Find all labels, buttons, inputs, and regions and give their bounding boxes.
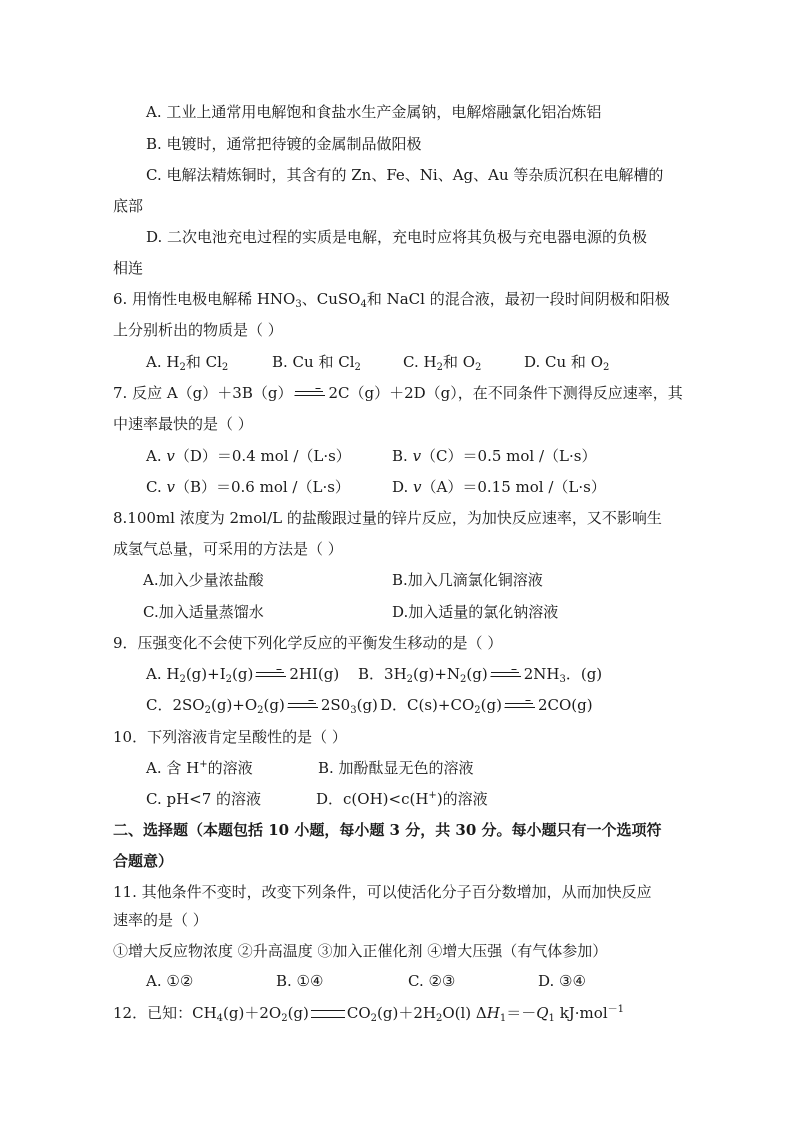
q8-option-d: D.加入适量的氯化钠溶液 bbox=[392, 603, 559, 621]
q11-stem-line2: 速率的是（ ） bbox=[113, 911, 208, 929]
section-heading-line2: 合题意） bbox=[113, 852, 174, 870]
q5-option-d-line1: D. 二次电池充电过程的实质是电解，充电时应将其负极与充电器电源的负极 bbox=[146, 228, 648, 246]
q6-option-c: C. $H_2$和 $O_2$ bbox=[403, 353, 482, 373]
equilibrium-arrow-icon bbox=[505, 700, 535, 712]
q9-option-a: A. $H_2(g)+I_2(g)$ 2HI(g) bbox=[146, 665, 340, 685]
q8-option-c: C.加入适量蒸馏水 bbox=[143, 603, 264, 621]
q6-stem-line1: 6. 用惰性电极电解稀 $HNO_3$、CuSO$_4$和 NaCl 的混合液，最初一段时间阴极和阳极 bbox=[113, 290, 670, 310]
q6-stem-line2: 上分别析出的物质是（ ） bbox=[113, 321, 283, 339]
equilibrium-arrow-icon bbox=[295, 388, 325, 400]
q5-option-a: A. 工业上通常用电解饱和食盐水生产金属钠，电解熔融氯化铝冶炼铝 bbox=[146, 103, 602, 121]
equilibrium-arrow-icon bbox=[288, 700, 318, 712]
equals-bar-icon bbox=[311, 1010, 345, 1018]
section-heading-line1: 二、选择题（本题包括 10 小题，每小题 3 分，共 30 分。每小题只有一个选项符 bbox=[113, 821, 662, 839]
q10-option-d: D．c(OH)<c(H+)的溶液 bbox=[316, 790, 488, 808]
q9-option-d: D．$C(s)+CO_2(g)$ 2CO(g) bbox=[380, 696, 593, 716]
q7-option-c: C. v（B）＝0.6 mol /（L·s） bbox=[146, 478, 350, 496]
q11-option-d: D. ③④ bbox=[538, 972, 586, 990]
q11-option-a: A. ①② bbox=[146, 972, 194, 990]
q10-option-c: C. pH<7 的溶液 bbox=[146, 790, 262, 808]
q10-stem: 10．下列溶液肯定呈酸性的是（ ） bbox=[113, 728, 347, 746]
q9-stem: 9．压强变化不会使下列化学反应的平衡发生移动的是（ ） bbox=[113, 634, 503, 652]
q6-option-b: B. Cu 和 $Cl_2$ bbox=[272, 353, 361, 373]
q11-stem-line1: 11. 其他条件不变时，改变下列条件，可以使活化分子百分数增加，从而加快反应 bbox=[113, 883, 652, 901]
q5-option-d-line2: 相连 bbox=[113, 259, 144, 277]
q8-stem-line2: 成氢气总量，可采用的方法是（ ） bbox=[113, 540, 343, 558]
q7-option-b: B. v（C）＝0.5 mol /（L·s） bbox=[392, 447, 597, 465]
q6-option-a: A. $H_2$和 $Cl_2$ bbox=[146, 353, 229, 373]
q6-option-d: D. Cu 和 $O_2$ bbox=[524, 353, 610, 373]
q8-stem-line1: 8.100ml 浓度为 2mol/L 的盐酸跟过量的锌片反应，为加快反应速率，又不影响生 bbox=[113, 509, 662, 527]
q5-option-c-line1: C. 电解法精炼铜时，其含有的 Zn、Fe、Ni、Ag、Au 等杂质沉积在电解槽的 bbox=[146, 166, 664, 184]
q10-option-a: A. 含 H+的溶液 bbox=[146, 759, 253, 777]
q7-option-a: A. v（D）＝0.4 mol /（L·s） bbox=[146, 447, 351, 465]
q8-option-a: A.加入少量浓盐酸 bbox=[143, 571, 264, 589]
q5-option-c-line2: 底部 bbox=[113, 197, 144, 215]
q7-stem-line1: 7. 反应 A（g）＋3B（g） 2C（g）＋2D（g），在不同条件下测得反应速率，其 bbox=[113, 384, 683, 402]
q7-stem-line2: 中速率最快的是（ ） bbox=[113, 415, 253, 433]
q7-option-d: D. v（A）＝0.15 mol /（L·s） bbox=[392, 478, 606, 496]
q11-option-c: C. ②③ bbox=[408, 972, 456, 990]
equilibrium-arrow-icon bbox=[491, 669, 521, 681]
q11-conditions: ①增大反应物浓度 ②升高温度 ③加入正催化剂 ④增大压强（有气体参加） bbox=[113, 942, 608, 960]
equilibrium-arrow-icon bbox=[256, 669, 286, 681]
q5-option-b: B. 电镀时，通常把待镀的金属制品做阳极 bbox=[146, 135, 422, 153]
q12-stem: 12．已知：$CH_4(g)+2O_2(g)$ $CO_2(g)+2H_2O(l)$ $\Delta H_1=-Q_1$ kJ·mol$^{-1}$ bbox=[113, 1004, 624, 1024]
q8-option-b: B.加入几滴氯化铜溶液 bbox=[392, 571, 543, 589]
q10-option-b: B. 加酚酞显无色的溶液 bbox=[318, 759, 474, 777]
q11-option-b: B. ①④ bbox=[276, 972, 324, 990]
q9-option-c: C．$2SO_2(g)+O_2(g)$ $2S0_3(g)$ bbox=[146, 696, 378, 716]
q9-option-b: B．$3H_2(g)+N_2(g)$ $2NH_3$．(g) bbox=[358, 665, 603, 685]
